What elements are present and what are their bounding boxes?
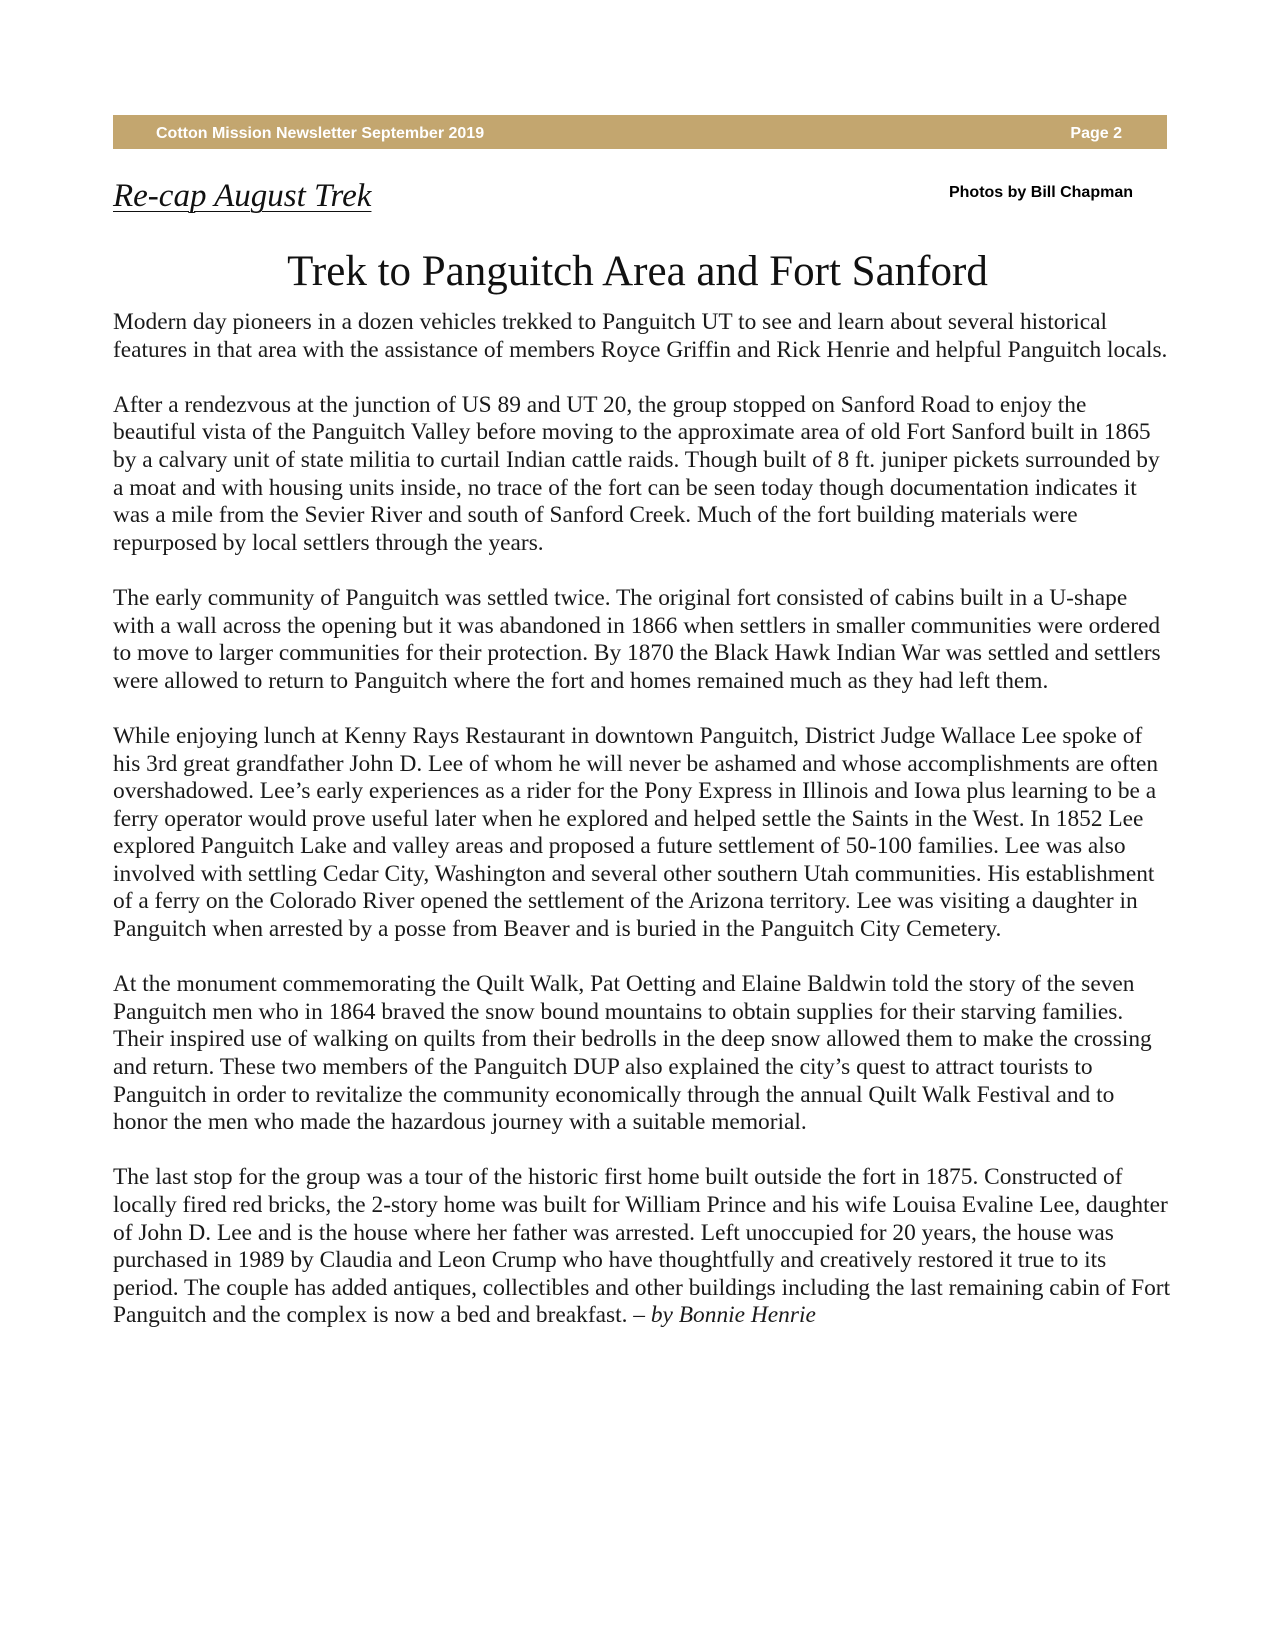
author-byline: by Bonnie Henrie: [650, 1302, 816, 1329]
article-paragraph-5: At the monument commemorating the Quilt Walk, Pat Oetting and Elaine Baldwin told the story of the seven Panguitch men who in 1864 braved the snow bound mountains to obtain supplies for their starving families. Their inspired use of walking on quilts from their bedrolls in the deep snow allowed them to make the crossing and return. These two members of the Panguitch DUP also explained the city’s quest to attract tourists to Panguitch in order to revitalize the community economically through the annual Quilt Walk Festival and to honor the men who made the hazardous journey with a suitable memorial.: [113, 971, 1152, 1136]
article-title: Trek to Panguitch Area and Fort Sanford: [287, 248, 988, 295]
section-title: Re-cap August Trek: [113, 178, 372, 214]
article-body: [113, 309, 1173, 1358]
article-paragraph-1: Modern day pioneers in a dozen vehicles trekked to Panguitch UT to see and learn about several historical features in that area with the assistance of members Royce Griffin and Rick Henrie and helpful Panguitch locals.: [113, 309, 1168, 363]
article-paragraph-3: The early community of Panguitch was settled twice. The original fort consisted of cabins built in a U-shape with a wall across the opening but it was abandoned in 1866 when settlers in smaller communities were ordered to move to larger communities for their protection. By 1870 the Black Hawk Indian War was settled and settlers were allowed to return to Panguitch where the fort and homes remained much as they had left them.: [113, 584, 1161, 694]
newsletter-title: Cotton Mission Newsletter September 2019: [156, 125, 485, 142]
newsletter-header-bar: [113, 115, 1167, 149]
article-paragraph-6: [113, 1164, 1173, 1330]
photo-credit: Photos by Bill Chapman: [948, 184, 1133, 201]
article-paragraph-4: While enjoying lunch at Kenny Rays Restaurant in downtown Panguitch, District Judge Wallace Lee spoke of his 3rd great grandfather John D. Lee of whom he will never be ashamed and whose accomplishments are often overshadowed. Lee’s early experiences as a rider for the Pony Express in Illinois and Iowa plus learning to be a ferry operator would prove useful later when he explored and helped settle the Saints in the West. In 1852 Lee explored Panguitch Lake and valley areas and proposed a future settlement of 50-100 families. Lee was also involved with settling Cedar City, Washington and several other southern Utah communities. His establishment of a ferry on the Colorado River opened the settlement of the Arizona territory. Lee was visiting a daughter in Panguitch when arrested by a posse from Beaver and is buried in the Panguitch City Cemetery.: [113, 722, 1159, 943]
article-paragraph-6-text: The last stop for the group was a tour of the historic first home built outside the fort in 1875. Constructed of locally fired red bricks, the 2-story home was built for William Prince and his wife Louisa Evaline Lee, daughter of John D. Lee and is the house where her father was arrested. Left unoccupied for 20 years, the house was purchased in 1989 by Claudia and Leon Crump who have thoughtfully and creatively restored it true to its period. The couple has added antiques, collectibles and other buildings including the last remaining cabin of Fort Panguitch and the complex is now a bed and breakfast. –: [113, 1164, 1171, 1329]
article-paragraph-2: After a rendezvous at the junction of US 89 and UT 20, the group stopped on Sanford Road to enjoy the beautiful vista of the Panguitch Valley before moving to the approximate area of old Fort Sanford built in 1865 by a calvary unit of state militia to curtail Indian cattle raids. Though built of 8 ft. juniper pickets surrounded by a moat and with housing units inside, no trace of the fort can be seen today though documentation indicates it was a mile from the Sevier River and south of Sanford Creek. Much of the fort building materials were repurposed by local settlers through the years.: [113, 391, 1160, 556]
page-number: Page 2: [1070, 125, 1122, 142]
